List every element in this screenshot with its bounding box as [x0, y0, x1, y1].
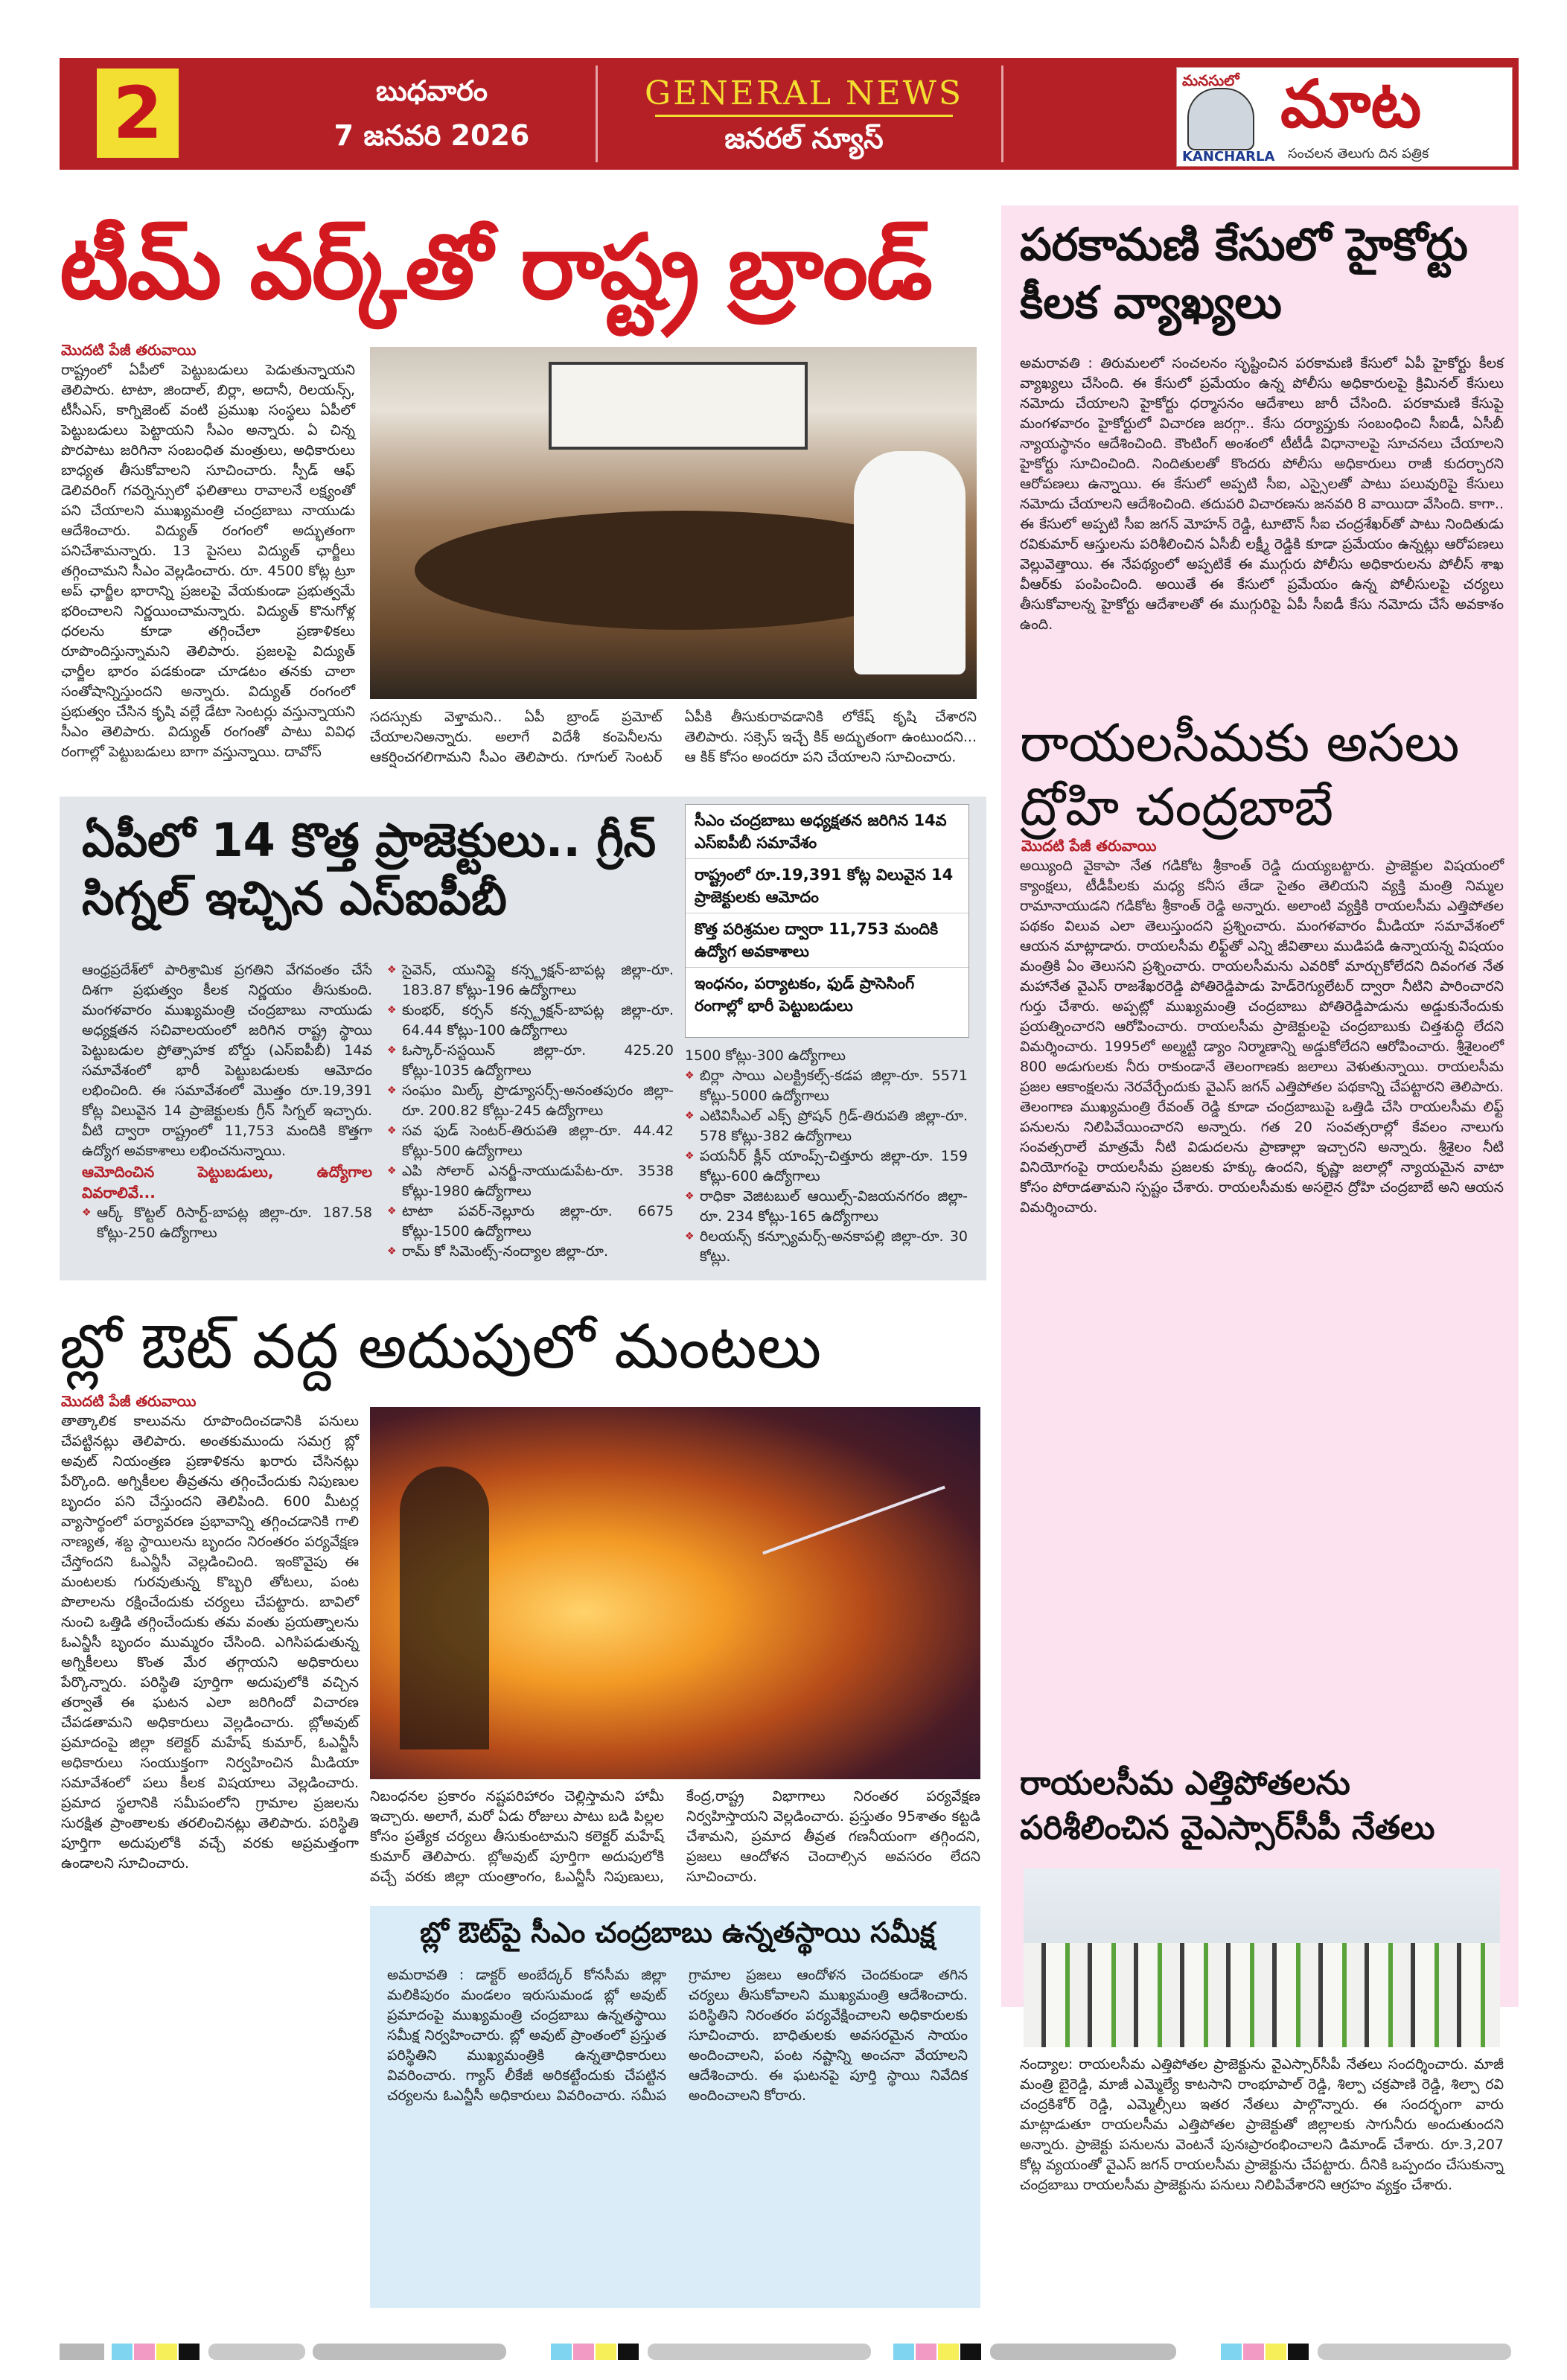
rayalaseema-headline: రాయలసీమకు అసలు ద్రోహి చంద్రబాబే [1020, 712, 1460, 838]
photo-person [854, 451, 966, 674]
section-title-english: GENERAL NEWS [645, 74, 963, 112]
logo-portrait-icon [1187, 88, 1254, 150]
section-title-telugu: జనరల్ న్యూస్ [724, 122, 884, 155]
investment-column-3 [685, 1046, 968, 1269]
investment-headline: ఏపీలో 14 కొత్త ప్రాజెక్టులు.. గ్రీన్ సిగ్నల్ ఇచ్చిన ఎస్ఐపీబీ [82, 813, 657, 925]
review-headline: బ్లో ఔట్‌పై సీఎం చంద్రబాబు ఉన్నతస్థాయి సమీక్ష [420, 1916, 935, 1949]
print-color-bar [1288, 2344, 1309, 2360]
print-color-bar [1243, 2344, 1264, 2360]
investment-intro: ఆంధ్రప్రదేశ్‌లో పారిశ్రామిక ప్రగతిని వేగవంతం చేసే దిశగా ప్రభుత్వం కీలక నిర్ణయం తీసుకుంది. మంగళవారం ముఖ్యమంత్రి చంద్రబాబు నాయుడు అధ్యక్షతన సచివాలయంలో జరిగిన రాష్ట్ర స్థాయి పెట్టుబడుల ప్రోత్సాహక బోర్డు (ఎస్ఐపీబీ) 14వ సమావేశంలో భారీ పెట్టుబడులకు ఆమోదం లభించింది. ఈ సమావేశంలో మొత్తం రూ.19,391 కోట్ల విలువైన 14 ప్రాజెక్టులకు గ్రీన్ సిగ్నల్ ఇచ్చారు. వీటి ద్వారా రాష్ట్రంలో 11,753 మందికి కొత్తగా ఉద్యోగ అవకాశాలు లభించనున్నాయి. [82, 962, 372, 1159]
list-item: ❖ ఓస్కార్-సస్టయిన్ జిల్లా-రూ. 425.20 కోట్లు-1035 ఉద్యోగాలు [387, 1041, 674, 1081]
photo-crowd [1024, 1943, 1500, 2047]
highlight-item: రాష్ట్రంలో రూ.19,391 కోట్ల విలువైన 14 ప్రాజెక్టులకు ఆమోదం [686, 859, 968, 913]
list-item: ❖ పయనీర్ క్లీన్ యాంప్స్-చిత్తూరు జిల్లా-రూ. 159 కోట్లు-600 ఉద్యోగాలు [685, 1146, 968, 1187]
photo-tree [400, 1467, 489, 1749]
print-color-bar [648, 2344, 871, 2360]
investment-subhead: ఆమోదించిన పెట్టుబడులు, ఉద్యోగాల వివరాలివే... [82, 1163, 372, 1202]
lead-body: రాష్ట్రంలో ఏపీలో పెట్టుబడులు పెడుతున్నాయని తెలిపారు. టాటా, జిందాల్, బిర్లా, అదానీ, రిలయన్స్, టీసీఎస్, కాగ్నిజెంట్ వంటి ప్రముఖ సంస్థలు ఏపీలో పెట్టుబడులు పెట్టాయని సీఎం అన్నారు. ఏ చిన్న పొరపాటు జరిగినా సంబంధిత మంత్రులు, అధికారులు బాధ్యత తీసుకోవాలని సూచించారు. స్పీడ్ ఆఫ్ డెలివరింగ్ గవర్నెన్సులో ఫలితాలు రావాలనే లక్ష్యంతో పని చేయాలని ముఖ్యమంత్రి చంద్రబాబు నాయుడు ఆదేశించారు. విద్యుత్ రంగంలో అద్భుతంగా పనిచేశామన్నారు. 13 పైసలు విద్యుత్ ఛార్జీలు తగ్గించామని సీఎం వెల్లడించారు. రూ. 4500 కోట్ల ట్రూ అప్ ఛార్జీల భారాన్ని ప్రజలపై వేయకుండా ప్రభుత్వమే భరించాలని నిర్ణయించామన్నారు. విద్యుత్ కొనుగోళ్ల ధరలను కూడా తగ్గించేలా ప్రణాళికలు రూపొందిస్తున్నామని తెలిపారు. ప్రజలపై విద్యుత్ ఛార్జీల భారం పడకుండా చూడటం తనకు చాలా సంతోషాన్నిస్తుందని అన్నారు. విద్యుత్ రంగంలో ప్రభుత్వం చేసిన కృషి వల్లే డేటా సెంటర్లు వస్తున్నాయని సీఎం తెలిపారు. విద్యుత్ రంగంతో పాటు వివిధ రంగాల్లో పెట్టుబడులు బాగా వస్తున్నాయి. దావోస్ [61, 362, 355, 760]
list-item: ❖ ఆర్క్ కొట్టల్ రిసార్ట్-బాపట్ల జిల్లా-రూ. 187.58 కోట్లు-250 ఉద్యోగాలు [82, 1203, 372, 1243]
list-item: ❖ సవ ఫుడ్ సెంటర్-తిరుపతి జిల్లా-రూ. 44.42 కోట్లు-500 ఉద్యోగాలు [387, 1121, 674, 1161]
logo-name: KANCHARLA [1182, 149, 1275, 165]
print-color-bar [1318, 2344, 1511, 2360]
continued-label: మొదటి పేజీ తరువాయి [61, 341, 197, 359]
print-color-bar [156, 2344, 177, 2360]
fire-body: తాత్కాలిక కాలువను రూపొందించడానికి పనులు చేపట్టినట్లు తెలిపారు. అంతకుముందు సమగ్ర బ్లో అవుట్ నియంత్రణ ప్రణాళికను ఖరారు చేసినట్లు పేర్కొంది. అగ్నికీలల తీవ్రతను తగ్గించేందుకు నిపుణుల బృందం పని చేస్తుందని తెలిపింది. 600 మీటర్ల వ్యాసార్థంలో పర్యావరణ ప్రభావాన్ని తగ్గించడానికి గాలి నాణ్యత, శబ్ద స్థాయిలను బృందం నిరంతరం పర్యవేక్షణ చేస్తోందని ఓఎన్జీసీ వెల్లడించింది. ఇంకొవైపు ఈ మంటలకు గురవుతున్న కొబ్బరి తోటలు, పంట పొలాలను రక్షించేందుకు చర్యలు చేపట్టారు. బావిలో నుంచి ఒత్తిడి తగ్గించేందుకు తమ వంతు ప్రయత్నాలను ఓఎన్జీసీ బృందం ముమ్మరం చేసింది. ఎగిసిపడుతున్న అగ్నికీలలు కొంత మేర తగ్గాయని అధికారులు పేర్కొన్నారు. పరిస్థితి పూర్తిగా అదుపులోకి వచ్చిన తర్వాతే ఈ ఘటన ఎలా జరిగిందో విచారణ చేపడతామని అధికారులు వెల్లడించారు. బ్లోఅవుట్ ప్రమాదంపై జిల్లా కలెక్టర్ మహేష్ కుమార్, ఓఎన్జీసీ అధికారులు సంయుక్తంగా నిర్వహించిన మీడియా సమావేశంలో పలు కీలక విషయాలు వెల్లడించారు. ప్రమాద స్థలానికి సమీపంలోని గ్రామాల ప్రజలను సురక్షిత ప్రాంతాలకు తరలించినట్లు తెలిపారు. పరిస్థితి పూర్తిగా అదుపులోకి వచ్చే వరకు అప్రమత్తంగా ఉండాలని సూచించారు. [61, 1413, 359, 1872]
print-color-bar [313, 2344, 506, 2360]
print-color-bar [179, 2344, 200, 2360]
issue-day: బుధవారం [375, 74, 488, 107]
page-number: 2 [97, 68, 179, 158]
continued-label: మొదటి పేజీ తరువాయి [1021, 837, 1157, 855]
section-title-rule [655, 115, 953, 117]
rayalaseema-body: అయ్యింది వైకాపా నేత గడికోట శ్రీకాంత్ రెడ్డి దుయ్యబట్టారు. ప్రాజెక్టుల విషయంలో క్యాంక్షలు, టీడీపీలకు మధ్య కనీస తేడా సైతం తెలియని వ్యక్తి మంత్రి నిమ్మల రామానాయుడని గడికోట శ్రీకాంత్ రెడ్డి అన్నారు. అలాంటి వ్యక్తికి రాయలసీమ ఎత్తిపోతల పథకం విలువ ఎలా తెలుస్తుందని ప్రశ్నించారు. మంగళవారం మీడియా సమావేశంలో ఆయన మాట్లాడారు. రాయలసీమ లిఫ్ట్‌తో ఎన్ని జీవితాలు ముడిపడి ఉన్నాయన్న విషయం మంత్రికి ఏం తెలుసని ప్రశ్నించారు. రాయలసీమను ఎవరికో మార్చుకోలేదని దివంగత నేత మహానేత వైఎస్ రాజశేఖరరెడ్డి పోతిరెడ్డిపాడు హెడ్‌రెగ్యులేటర్ ద్వారా నీటిని పారించారని గుర్తు చేశారు. అప్పట్లో ముఖ్యమంత్రి చంద్రబాబు పోతిరెడ్డిపాడును అడ్డుకునేందుకు ప్రయత్నించారని ఆరోపించారు. రాయలసీమ ప్రాజెక్టులపై చంద్రబాబుకు చిత్తశుద్ధి లేదని విమర్శించారు. 1995లో అల్మట్టి డ్యాం నిర్మాణాన్ని అడ్డుకోలేదని ఆరోపించారు. శ్రీశైలంలో 800 అడుగులకు నీరు రాకుండానే తెలంగాణకు జలాలు వెళుతున్నాయి. రాయలసీమ ప్రజల ఆకాంక్షలను నెరవేర్చేందుకు వైఎస్ జగన్ ఎత్తిపోతల పథకాన్ని చేపట్టారని తెలిపారు. తెలంగాణ ముఖ్యమంత్రి రేవంత్ రెడ్డి కూడా చంద్రబాబుపై ఒత్తిడి చేసి రాయలసీమ లిఫ్ట్ పనులను నిలిపివేయించారని అన్నారు. గత 20 సంవత్సరాల్లో కేవలం నాలుగు సంవత్సరాలే మాత్రమే నీటి విడుదలను ప్రాణాల్లా ఇచ్చారని అన్నారు. శ్రీశైలం నీటి వినియోగంపై రాయలసీమ ప్రజలకు హక్కు ఉందని, కృష్ణా జలాల్లో న్యాయమైన వాటా కోసం పోరాడతామని స్పష్టం చేశారు. రాయలసీమకు అసలైన ద్రోహి చంద్రబాబే అని ఆయన విమర్శించారు. [1020, 858, 1504, 1216]
print-color-bar [60, 2344, 104, 2360]
highlight-item: సీఎం చంద్రబాబు అధ్యక్షతన జరిగిన 14వ ఎస్ఐపీబీ సమావేశం [686, 805, 968, 859]
photo-water-jet [762, 1486, 945, 1555]
print-color-bar [938, 2344, 959, 2360]
ysrcp-group-photo [1024, 1869, 1500, 2047]
continued-label: మొదటి పేజీ తరువాయి [61, 1392, 197, 1410]
print-color-bar [573, 2344, 594, 2360]
investment-column-2 [387, 960, 674, 1273]
logo-wordmark: మాట [1280, 66, 1422, 142]
ysrcp-body: నంద్యాల: రాయలసీమ ఎత్తిపోతల ప్రాజెక్టును వైఎస్సార్‌సీపీ నేతలు సందర్శించారు. మాజీ మంత్రి బైరెడ్డి, మాజీ ఎమ్మెల్యే కాటసాని రాంభూపాల్ రెడ్డి, శిల్పా చక్రపాణి రెడ్డి, శిల్పా రవి చంద్రకిశోర్ రెడ్డి, ఎమ్మెల్సీలు ఇతర నేతలు పాల్గొన్నారు. ఈ సందర్భంగా వారు మాట్లాడుతూ రాయలసీమ ఎత్తిపోతల ప్రాజెక్టుతో జిల్లాలకు సాగునీరు అందుతుందని అన్నారు. ప్రాజెక్టు పనులను వెంటనే పునఃప్రారంభించాలని డిమాండ్ చేశారు. రూ.3,207 కోట్ల వ్యయంతో వైఎస్ జగన్ రాయలసీమ ప్రాజెక్టును చేపట్టారు. దీనికి ఒప్పందం చేసుకున్నా చంద్రబాబు రాయలసీమ ప్రాజెక్టును పనులు నిలిపివేశారని ఆగ్రహం వ్యక్తం చేశారు. [1020, 2056, 1504, 2193]
list-item: ❖ బిర్లా సాయి ఎలక్ట్రికల్స్-కడప జిల్లా-రూ. 5571 కోట్లు-5000 ఉద్యోగాలు [685, 1066, 968, 1106]
print-color-bar [134, 2344, 155, 2360]
print-color-bar [893, 2344, 914, 2360]
issue-date: 7 జనవరి 2026 [333, 119, 530, 152]
masthead-divider [1001, 66, 1003, 162]
fire-photo [370, 1407, 980, 1779]
print-color-bar [1266, 2344, 1286, 2360]
review-body: అమరావతి : డాక్టర్ అంబేద్కర్ కోనసీమ జిల్లా మలికిపురం మండలం ఇరుసుమండ బ్లో అవుట్ ప్రమాదంపై ముఖ్యమంత్రి చంద్రబాబు ఉన్నతస్థాయి సమీక్ష నిర్వహించారు. బ్లో అవుట్ ప్రాంతంలో ప్రస్తుత పరిస్థితిని ముఖ్యమంత్రికి ఉన్నతాధికారులు వివరించారు. గ్యాస్ లీకేజీ అరికట్టేందుకు చేపట్టిన చర్యలను ఓఎన్జీసీ అధికారులు వివరించారు. సమీప గ్రామాల ప్రజలు ఆందోళన చెందకుండా తగిన చర్యలు తీసుకోవాలని ముఖ్యమంత్రి ఆదేశించారు. పరిస్థితిని నిరంతరం పర్యవేక్షించాలని అధికారులకు సూచించారు. బాధితులకు అవసరమైన సాయం అందించాలని, పంట నష్టాన్ని అంచనా వేయాలని ఆదేశించారు. ఈ ఘటనపై పూర్తి స్థాయి నివేదిక అందించాలని కోరారు. [387, 1967, 968, 2104]
print-color-bar [916, 2344, 936, 2360]
parakamani-headline: పరకామణి కేసులో హైకోర్టు కీలక వ్యాఖ్యలు [1020, 219, 1468, 329]
meeting-photo [370, 347, 977, 699]
list-item: ❖ ఎటివిసీఎల్ ఎక్స్ ప్రోషన్ గ్రిడ్-తిరుపతి జిల్లా-రూ. 578 కోట్లు-382 ఉద్యోగాలు [685, 1106, 968, 1146]
investment-column-1 [82, 960, 372, 1258]
ysrcp-headline: రాయలసీమ ఎత్తిపోతలను పరిశీలించిన వైఎస్సార్‌సీపీ నేతలు [1020, 1764, 1435, 1847]
highlight-item: కొత్త పరిశ్రమల ద్వారా 11,753 మందికి ఉద్యోగ అవకాశాలు [686, 913, 968, 968]
list-item: ❖ కుంభర్, కర్సన్ కన్స్ట్రక్షన్-బాపట్ల జిల్లా-రూ. 64.44 కోట్లు-100 ఉద్యోగాలు [387, 1001, 674, 1041]
photo-screen [549, 362, 808, 450]
highlight-item: ఇంధనం, పర్యాటకం, ఫుడ్ ప్రాసెసింగ్ రంగాల్లో భారీ పెట్టుబడులు [695, 974, 915, 1015]
print-color-bar [596, 2344, 616, 2360]
list-item: ❖ సైవెన్, యునిప్లై కన్స్ట్రక్షన్-బాపట్ల జిల్లా-రూ. 183.87 కోట్లు-196 ఉద్యోగాలు [387, 960, 674, 1001]
list-item: ❖ ఎపి సోలార్ ఎనర్జీ-నాయుడుపేట-రూ. 3538 కోట్లు-1980 ఉద్యోగాలు [387, 1161, 674, 1202]
investment-highlights [685, 804, 969, 1038]
list-item: ❖ రాధికా వెజిటబుల్ ఆయిల్స్-విజయనగరం జిల్లా-రూ. 234 కోట్లు-165 ఉద్యోగాలు [685, 1187, 968, 1227]
fire-headline: బ్లో ఔట్ వద్ద అదుపులో మంటలు [60, 1312, 822, 1382]
list-item: ❖ రిలయన్స్ కన్స్యూమర్స్-అనకాపల్లి జిల్లా-రూ. 30 కోట్లు. [685, 1227, 968, 1267]
masthead-divider [596, 66, 598, 162]
list-item: ❖ రామ్ కో సిమెంట్స్-నంద్యాల జిల్లా-రూ. [387, 1242, 674, 1262]
print-color-bar [208, 2344, 305, 2360]
print-color-bar [112, 2344, 133, 2360]
list-item: 1500 కోట్లు-300 ఉద్యోగాలు [685, 1047, 846, 1064]
lead-body-continued: సదస్సుకు వెళ్తామని.. ఏపీ బ్రాండ్ ప్రమోట్ చేయాలనిఅన్నారు. అలాగే విదేశీ కంపెనీలను ఆకర్షించగలిగామని సీఎం తెలిపారు. గూగుల్ సెంటర్ ఏపీకి తీసుకురావడానికి లోకేష్ కృషి చేశారని తెలిపారు. సక్సెస్ ఇచ్చే కిక్ అద్భుతంగా ఉంటుందని... ఆ కిక్ కోసం అందరూ పని చేయాలని సూచించారు. [370, 709, 977, 765]
logo-prefix: మనసులో [1182, 71, 1239, 89]
parakamani-body: అమరావతి : తిరుమలలో సంచలనం సృష్టించిన పరకామణి కేసులో ఏపీ హైకోర్టు కీలక వ్యాఖ్యలు చేసింది. ఈ కేసులో ప్రమేయం ఉన్న పోలీసు అధికారులపై క్రిమినల్ కేసులు నమోదు చేయాలని హైకోర్టు ధర్మాసనం ఆదేశాలు జారీ చేసింది. పరకామణి కేసుపై మంగళవారం హైకోర్టులో విచారణ జరగ్గా.. కేసు దర్యాప్తుకు సంబంధించి సీఐడీ, ఏసీబీ న్యాయస్థానం ఆదేశించింది. కౌంటింగ్ అంశంలో టీటీడీ విధానాలపై సూచనలు చేయాలని హైకోర్టు సూచించింది. నిందితులతో కొందరు పోలీసు అధికారులు రాజీ కుదర్చారని ఆరోపణలు ఉన్నాయి. ఈ కేసులో అప్పటి సీఐ, ఎస్సైలతో పాటు పలువురిపై కేసులు నమోదు చేయాలని ఆదేశించింది. తదుపరి విచారణను జనవరి 8 వాయిదా వేసింది. కాగా.. ఈ కేసులో అప్పటి సీఐ జగన్ మోహన్ రెడ్డి, టూటౌన్ సీఐ చంద్రశేఖర్‌తో పాటు నిందితుడు రవికుమార్ ఆస్తులను పరిశీలించిన ఏసీబీ లక్ష్మీ రెడ్డికి కూడా ప్రమేయం ఉన్నట్లు ఆరోపణలు వెల్లువెత్తాయి. ఈ నేపథ్యంలో అప్పటికే ఈ ముగ్గురు పోలీసు అధికారులను పోలీస్ శాఖ వీఆర్‌కు పంపించింది. అయితే ఈ కేసులో ప్రమేయం ఉన్న పోలీసులపై చర్యలు తీసుకోవాలన్న హైకోర్టు ఆదేశాలతో ఈ ముగ్గురిపై ఏపీ సీఐడీ కేసు నమోదు చేసే అవకాశం ఉంది. [1020, 355, 1504, 633]
list-item: ❖ సంఘం మిల్క్ ప్రొడ్యూసర్స్-అనంతపురం జిల్లా-రూ. 200.82 కోట్లు-245 ఉద్యోగాలు [387, 1081, 674, 1121]
print-color-bar [960, 2344, 981, 2360]
fire-body-continued: నిబంధనల ప్రకారం నష్టపరిహారం చెల్లిస్తామని హామీ ఇచ్చారు. అలాగే, మరో ఏడు రోజులు పాటు బడి పిల్లల కోసం ప్రత్యేక చర్యలు తీసుకుంటామని కలెక్టర్ మహేష్ కుమార్ తెలిపారు. బ్లోఅవుట్ పూర్తిగా అదుపులోకి వచ్చే వరకు జిల్లా యంత్రాంగం, ఓఎన్జీసీ నిపుణులు, కేంద్ర,రాష్ట్ర విభాగాలు నిరంతర పర్యవేక్షణ నిర్వహిస్తాయని వెల్లడించారు. ప్రస్తుతం 95శాతం కట్టడి చేశామని, ప్రమాద తీవ్రత గణనీయంగా తగ్గిందని, ప్రజలు ఆందోళన చెందాల్సిన అవసరం లేదని సూచించారు. [370, 1788, 980, 1885]
logo-tagline: సంచలన తెలుగు దిన పత్రిక [1288, 146, 1429, 162]
print-color-bar [990, 2344, 1176, 2360]
print-color-bar [618, 2344, 639, 2360]
print-color-bar [551, 2344, 572, 2360]
lead-headline: టీమ్ వర్క్‌తో రాష్ట్ర బ్రాండ్ [60, 216, 931, 319]
print-color-bar [1221, 2344, 1242, 2360]
list-item: ❖ టాటా పవర్-నెల్లూరు జిల్లా-రూ. 6675 కోట్లు-1500 ఉద్యోగాలు [387, 1202, 674, 1242]
